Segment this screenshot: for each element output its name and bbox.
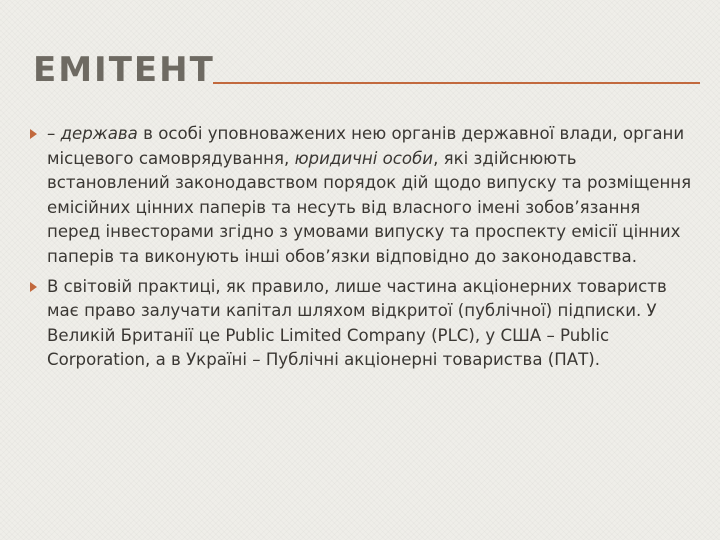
bullet-text-italic: – держава: [47, 124, 138, 143]
slide-content: [30, 122, 698, 378]
bullet-item: [30, 275, 698, 373]
slide-title: ЕМІТЕНТ: [33, 50, 215, 90]
title-underline: [213, 82, 700, 84]
triangle-bullet-icon: [30, 129, 37, 139]
bullet-text: в особі уповноважених нею органів державної влади, органи місцевого самоврядування,: [47, 124, 685, 168]
triangle-bullet-icon: [30, 282, 37, 292]
bullet-text: , які здійснюють встановлений законодавством порядок дій щодо випуску та розміщення емісійних цінних паперів та несуть від власного імені зобов’язання перед інвесторами згідно з умовами випуску та проспекту емісії цінних паперів та виконують інші обов’язки відповідно до законодавства.: [47, 148, 692, 266]
bullet-text-italic: юридичні особи: [294, 148, 434, 168]
bullet-text: В світовій практиці, як правило, лише частина акціонерних товариств має право залучати капітал шляхом відкритої (публічної) підписки. У Великій Британії це Public Limited Company (PLC), у США – Public Corporation, а в Україні – Публічні акціонерні товариства (ПАТ).: [47, 276, 667, 370]
bullet-item: [30, 122, 698, 270]
